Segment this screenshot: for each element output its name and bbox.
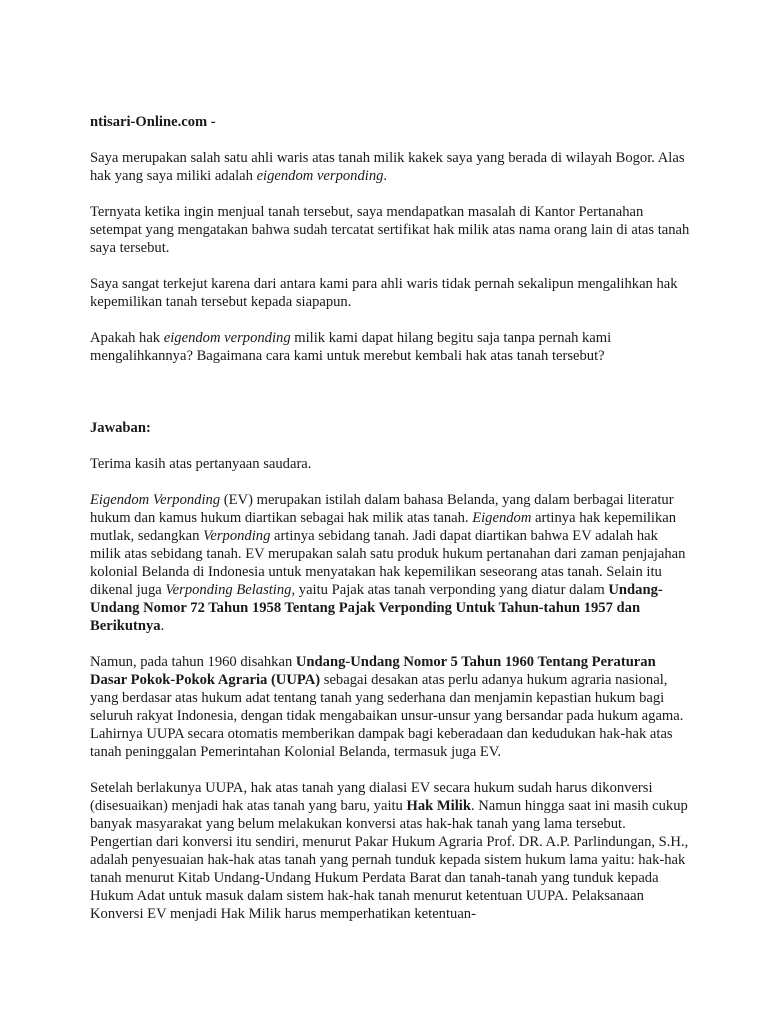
text-run: . — [160, 618, 165, 634]
italic-term: Eigendom — [472, 510, 532, 526]
source-line: ntisari-Online.com - — [90, 114, 216, 130]
text-run: Setelah berlakunya UUPA, hak atas tanah yang dialasi EV secara hukum sudah harus dikonversi (disesuaikan) menjadi hak atas tanah yang baru, yaitu — [90, 780, 653, 814]
bold-law-title: Undang-Undang Nomor 5 Tahun 1960 Tentang Peraturan Dasar Pokok-Pokok Agraria (UUPA) — [90, 654, 656, 688]
italic-term: Verponding Belasting — [165, 582, 292, 598]
italic-term: eigendom verponding — [163, 330, 291, 346]
text-run: Apakah hak — [90, 330, 164, 346]
text-run: Namun, pada tahun 1960 disahkan — [90, 654, 296, 670]
answer-paragraph-3 — [90, 779, 690, 923]
answer-thanks: Terima kasih atas pertanyaan saudara. — [90, 456, 312, 472]
question-paragraph-2: Ternyata ketika ingin menjual tanah tersebut, saya mendapatkan masalah di Kantor Pertanahan setempat yang mengatakan bahwa sudah tercatat sertifikat hak milik atas nama orang lain di atas tanah saya tersebut. — [90, 204, 690, 256]
italic-term: Verponding — [203, 528, 271, 544]
italic-term: eigendom verponding — [256, 168, 384, 184]
text-run: sebagai desakan atas perlu adanya hukum agraria nasional, yang berdasar atas hukum adat tentang tanah yang sederhana dan menjamin kepastian hukum bagi seluruh rakyat Indonesia, dengan tidak mengabaikan unsur-unsur yang bersandar pada hukum agama. Lahirnya UUPA secara otomatis memberikan dampak bagi keberadaan dan kedudukan hak-hak atas tanah peninggalan Pemerintahan Kolonial Belanda, termasuk juga EV. — [90, 672, 684, 760]
answer-paragraph-1 — [90, 491, 690, 635]
bold-term: Hak Milik — [406, 798, 471, 814]
answer-paragraph-2 — [90, 653, 690, 761]
text-run: . — [383, 168, 388, 184]
text-run: artinya sebidang tanah. Jadi dapat diartikan bahwa EV adalah hak milik atas sebidang tanah. EV merupakan salah satu produk hukum pertanahan dari zaman penjajahan kolonial Belanda di Indonesia untuk menyatakan hak kepemilikan seseorang atas tanah. Selain itu dikenal juga — [90, 528, 686, 598]
answer-heading: Jawaban: — [90, 420, 151, 436]
article-body — [90, 113, 690, 941]
question-paragraph-3: Saya sangat terkejut karena dari antara kami para ahli waris tidak pernah sekalipun mengalihkan hak kepemilikan tanah tersebut kepada siapapun. — [90, 276, 678, 310]
question-paragraph-4 — [90, 329, 690, 365]
text-run: (EV) merupakan istilah dalam bahasa Belanda, yang dalam berbagai literatur hukum dan kamus hukum diartikan sebagai hak milik atas tanah. — [90, 492, 674, 526]
text-run: artinya hak kepemilikan mutlak, sedangkan — [90, 510, 677, 544]
bold-law-title: Undang-Undang Nomor 72 Tahun 1958 Tentang Pajak Verponding Untuk Tahun-tahun 1957 dan Berikutnya — [90, 582, 663, 634]
text-run: , yaitu Pajak atas tanah verponding yang diatur dalam — [291, 582, 609, 598]
italic-term: Eigendom Verponding — [90, 492, 221, 508]
text-run: milik kami dapat hilang begitu saja tanpa pernah kami mengalihkannya? Bagaimana cara kami untuk merebut kembali hak atas tanah tersebut? — [90, 330, 612, 364]
text-run: Saya merupakan salah satu ahli waris atas tanah milik kakek saya yang berada di wilayah Bogor. Alas hak yang saya miliki adalah — [90, 150, 685, 184]
text-run: . Namun hingga saat ini masih cukup banyak masyarakat yang belum melakukan konversi atas hak-hak tanah yang lama tersebut. Pengertian dari konversi itu sendiri, menurut Pakar Hukum Agraria Prof. DR. A.P. Parlindungan, S.H., adalah penyesuaian hak-hak atas tanah yang pernah tunduk kepada sistem hukum lama yaitu: hak-hak tanah menurut Kitab Undang-Undang Hukum Perdata Barat dan tanah-tanah yang tunduk kepada Hukum Adat untuk masuk dalam sistem hak-hak tanah menurut ketentuan UUPA. Pelaksanaan Konversi EV menjadi Hak Milik harus memperhatikan ketentuan- — [90, 798, 689, 922]
question-paragraph-1 — [90, 149, 690, 185]
